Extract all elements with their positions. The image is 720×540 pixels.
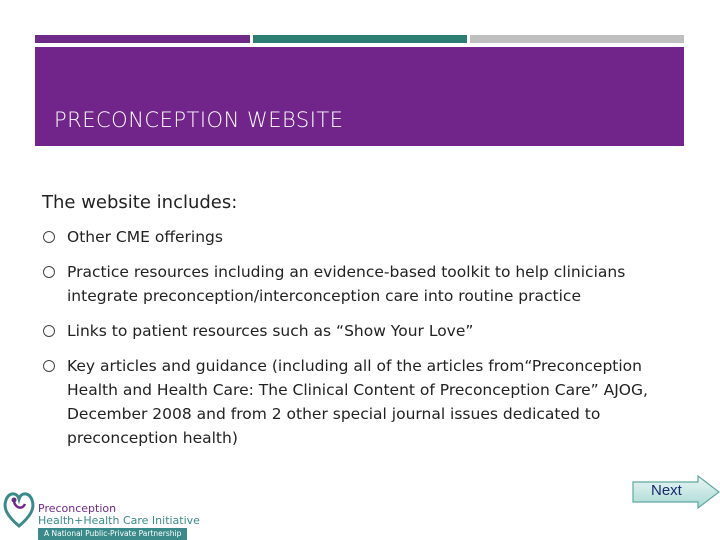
accent-bar-gray (470, 35, 684, 43)
accent-bar-teal (253, 35, 467, 43)
circle-bullet-icon (43, 266, 55, 278)
list-item-text: Practice resources including an evidence-based toolkit to help clinicians integrate preconception/interconception care into routine practice (67, 263, 626, 305)
slide-content (42, 192, 692, 461)
circle-bullet-icon (43, 325, 55, 337)
slide-title: PRECONCEPTION WEBSITE (54, 108, 344, 132)
title-band (35, 47, 684, 146)
next-button-label: Next (651, 482, 682, 499)
circle-bullet-icon (43, 231, 55, 243)
intro-text: The website includes: (42, 192, 238, 213)
list-item-text: Key articles and guidance (including all of the articles from“Preconception Health and Health Care: The Clinical Content of Preconception Care” AJOG, December 2008 and from 2 other special journal issues dedicated to preconception health) (67, 357, 648, 447)
circle-bullet-icon (43, 360, 55, 372)
next-button[interactable] (632, 475, 720, 509)
logo-line-2: Health+Health Care Initiative (38, 514, 200, 527)
bullet-list (42, 225, 692, 450)
initiative-logo (0, 478, 200, 540)
list-item-text: Links to patient resources such as “Show Your Love” (67, 322, 474, 340)
accent-bar-purple (35, 35, 250, 43)
list-item (42, 260, 692, 308)
logo-line-1: Preconception (38, 502, 117, 515)
list-item-text: Other CME offerings (67, 228, 223, 246)
heart-ribbon-icon (2, 486, 36, 532)
list-item (42, 225, 692, 249)
list-item (42, 319, 692, 343)
logo-tagline: A National Public-Private Partnership (38, 528, 187, 540)
list-item (42, 354, 692, 450)
